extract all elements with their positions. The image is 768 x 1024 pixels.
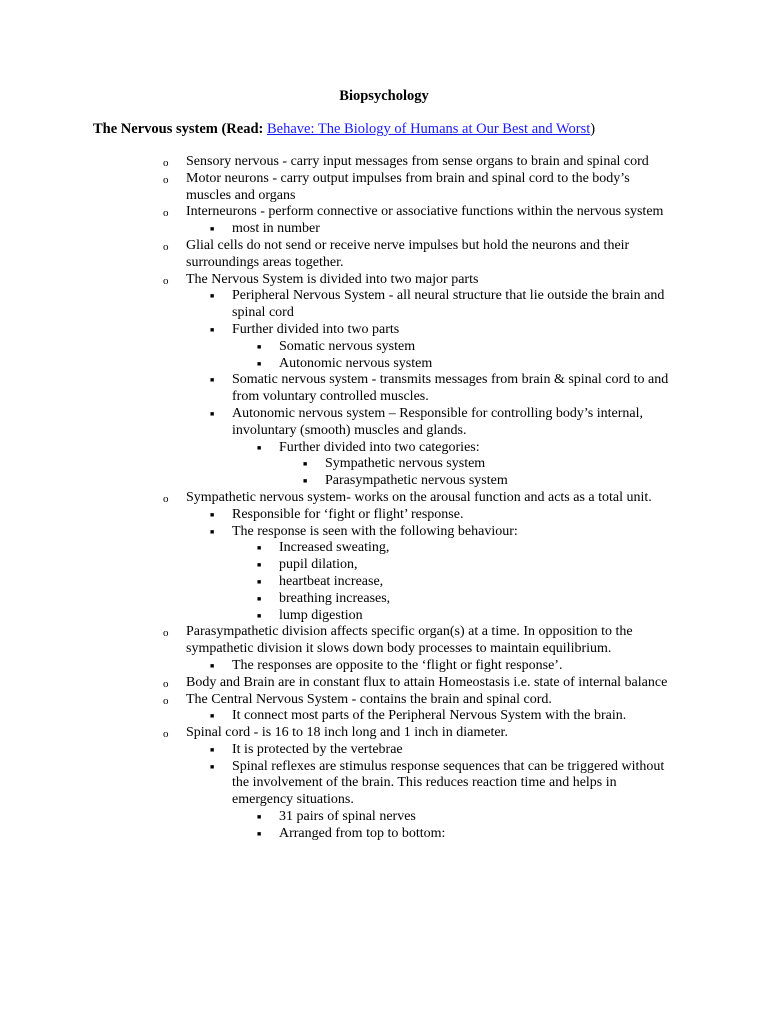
circle-bullet-icon: o [163, 274, 169, 287]
list-item-text: Motor neurons - carry output impulses from brain and spinal cord to the body’s muscles and organs [186, 170, 630, 203]
list-item-text: Body and Brain are in constant flux to attain Homeostasis i.e. state of internal balance [186, 674, 668, 690]
square-bullet-icon: ■ [257, 813, 262, 822]
section-heading [93, 121, 595, 138]
list-item-text: The response is seen with the following behaviour: [232, 523, 518, 539]
square-bullet-icon: ■ [257, 594, 262, 603]
list-item-text: Autonomic nervous system [279, 355, 433, 371]
square-bullet-icon: ■ [257, 359, 262, 368]
square-bullet-icon: ■ [210, 510, 215, 519]
list-item-text: Spinal reflexes are stimulus response sequences that can be triggered without the involvement of the brain. This reduces reaction time and helps in emergency situations. [232, 758, 665, 808]
list-item-text: most in number [232, 221, 320, 237]
list-item-text: Parasympathetic nervous system [325, 473, 508, 489]
bullet-list [0, 154, 768, 843]
list-item [0, 507, 676, 524]
list-item-text: The responses are opposite to the ‘flight or fight response’. [232, 657, 563, 673]
circle-bullet-icon: o [163, 173, 169, 186]
list-item-text: It connect most parts of the Peripheral Nervous System with the brain. [232, 708, 627, 724]
circle-bullet-icon: o [163, 728, 169, 741]
list-item-text: Somatic nervous system - transmits messages from brain & spinal cord to and from voluntary controlled muscles. [232, 372, 669, 405]
square-bullet-icon: ■ [210, 661, 215, 670]
square-bullet-icon: ■ [210, 409, 215, 418]
list-item-text: It is protected by the vertebrae [232, 741, 403, 757]
list-item [0, 742, 676, 759]
square-bullet-icon: ■ [210, 376, 215, 385]
list-item [0, 658, 676, 675]
list-item-text: Peripheral Nervous System - all neural structure that lie outside the brain and spinal cord [232, 288, 665, 321]
list-item [0, 171, 672, 205]
list-item-text: 31 pairs of spinal nerves [279, 809, 416, 825]
list-item-text: Parasympathetic division affects specific organ(s) at a time. In opposition to the sympathetic division it slows down body processes to maintain equilibrium. [186, 624, 633, 657]
list-item [0, 809, 679, 826]
square-bullet-icon: ■ [257, 611, 262, 620]
list-item-text: Further divided into two parts [232, 321, 400, 337]
square-bullet-icon: ■ [210, 712, 215, 721]
circle-bullet-icon: o [163, 157, 169, 169]
list-item-text: Sympathetic nervous system [325, 456, 486, 472]
list-item [0, 692, 672, 709]
list-item [0, 826, 679, 843]
list-item [0, 406, 676, 440]
square-bullet-icon: ■ [303, 477, 308, 486]
list-item-text: breathing increases, [279, 590, 391, 606]
list-item [0, 759, 676, 809]
square-bullet-icon: ■ [257, 544, 262, 553]
square-bullet-icon: ■ [257, 577, 262, 586]
list-item [0, 540, 679, 557]
heading-prefix: The Nervous system (Read: [93, 121, 267, 137]
circle-bullet-icon: o [163, 207, 169, 220]
heading-suffix: ) [590, 121, 596, 137]
list-item [0, 440, 679, 457]
list-item [0, 524, 676, 541]
square-bullet-icon: ■ [257, 443, 262, 452]
list-item [0, 356, 679, 373]
square-bullet-icon: ■ [210, 325, 215, 334]
list-item [0, 272, 672, 289]
square-bullet-icon: ■ [257, 342, 262, 351]
list-item-text: lump digestion [279, 607, 363, 623]
list-item [0, 591, 679, 608]
list-item-text: Increased sweating, [279, 540, 390, 556]
list-item [0, 456, 685, 473]
list-item-text: The Nervous System is divided into two major parts [186, 271, 479, 287]
list-item-text: heartbeat increase, [279, 573, 384, 589]
list-item [0, 624, 672, 658]
square-bullet-icon: ■ [210, 745, 215, 754]
list-item [0, 675, 672, 692]
square-bullet-icon: ■ [303, 460, 308, 469]
list-item [0, 322, 676, 339]
circle-bullet-icon: o [163, 627, 169, 640]
list-item-text: Spinal cord - is 16 to 18 inch long and 1 inch in diameter. [186, 725, 508, 741]
list-item-text: Sympathetic nervous system- works on the arousal function and acts as a total unit. [186, 489, 652, 505]
square-bullet-icon: ■ [210, 527, 215, 536]
list-item-text: pupil dilation, [279, 557, 358, 573]
list-item [0, 339, 679, 356]
square-bullet-icon: ■ [210, 225, 215, 234]
list-item [0, 221, 676, 238]
square-bullet-icon: ■ [257, 829, 262, 838]
list-item [0, 608, 679, 625]
list-item-text: Somatic nervous system [279, 338, 416, 354]
list-item [0, 238, 672, 272]
document-title: Biopsychology [339, 88, 429, 104]
square-bullet-icon: ■ [210, 762, 215, 771]
list-item [0, 372, 676, 406]
circle-bullet-icon: o [163, 492, 169, 505]
square-bullet-icon: ■ [210, 292, 215, 301]
book-link[interactable]: Behave: The Biology of Humans at Our Best and Worst [266, 121, 591, 137]
list-item [0, 574, 679, 591]
list-item-text: Arranged from top to bottom: [279, 825, 446, 841]
circle-bullet-icon: o [163, 694, 169, 707]
list-item [0, 725, 672, 742]
list-item [0, 154, 672, 171]
list-item [0, 708, 676, 725]
square-bullet-icon: ■ [257, 561, 262, 570]
circle-bullet-icon: o [163, 240, 169, 253]
list-item-text: Sensory nervous - carry input messages from sense organs to brain and spinal cord [186, 154, 649, 169]
list-item [0, 204, 672, 221]
circle-bullet-icon: o [163, 677, 169, 690]
list-item-text: Glial cells do not send or receive nerve impulses but hold the neurons and their surroundings areas together. [186, 237, 630, 270]
list-item [0, 473, 685, 490]
list-item [0, 490, 672, 507]
list-item-text: The Central Nervous System - contains the brain and spinal cord. [186, 691, 552, 707]
list-item [0, 557, 679, 574]
list-item-text: Autonomic nervous system – Responsible for controlling body’s internal, involuntary (smooth) muscles and glands. [232, 405, 644, 438]
list-item [0, 288, 676, 322]
list-item-text: Further divided into two categories: [279, 439, 480, 455]
list-item-text: Interneurons - perform connective or associative functions within the nervous system [186, 204, 664, 220]
list-item-text: Responsible for ‘fight or flight’ response. [232, 506, 464, 522]
